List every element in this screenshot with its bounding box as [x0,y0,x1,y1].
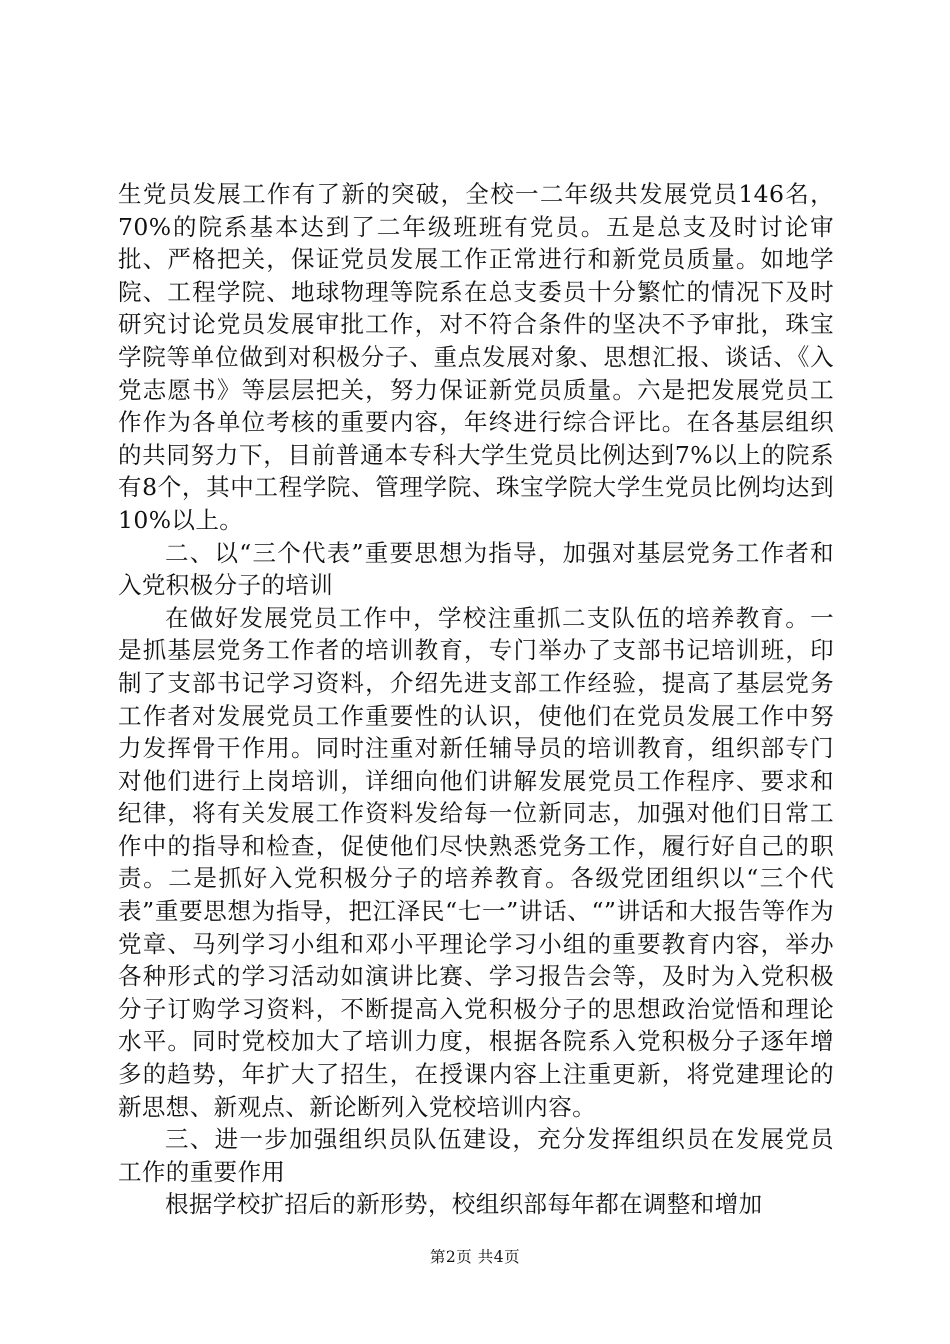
section-heading-3: 三、进一步加强组织员队伍建设，充分发挥组织员在发展党员工作的重要作用 [118,1125,834,1186]
section-heading-2: 二、以“三个代表”重要思想为指导，加强对基层党务工作者和入党积极分子的培训 [118,538,834,600]
paragraph-organizers: 根据学校扩招后的新形势，校组织部每年都在调整和增加 [165,1190,763,1219]
page-footer: 第2页 共4页 [429,1248,521,1266]
paragraph-training: 在做好发展党员工作中，学校注重抓二支队伍的培养教育。一是抓基层党务工作者的培训教育，专门举办了支部书记培训班，印制了支部书记学习资料，介绍先进支部工作经验，提高了基层党务工作者对发展党员工作重要性的认识，使他们在党员发展工作中努力发挥骨干作用。同时注重对新任辅导员的培训教育，组织部专门对他们进行上岗培训，详细向他们讲解发展党员工作程序、要求和纪律，将有关发展工作资料发给每一位新同志，加强对他们日常工作中的指导和检查，促使他们尽快熟悉党务工作，履行好自己的职责。二是抓好入党积极分子的培养教育。各级党团组织以“三个代表”重要思想为指导，把江泽民“七一”讲话、“”讲话和大报告等作为党章、马列学习小组和邓小平理论学习小组的重要教育内容，举办各种形式的学习活动如演讲比赛、学习报告会等，及时为入党积极分子订购学习资料，不断提高入党积极分子的思想政治觉悟和理论水平。同时党校加大了培训力度，根据各院系入党积极分子逐年增多的趋势，年扩大了招生，在授课内容上注重更新，将党建理论的新思想、新观点、新论断列入党校培训内容。 [118,603,834,1121]
document-body [118,178,834,1221]
paragraph-continuation: 生党员发展工作有了新的突破，全校一二年级共发展党员146名，70%的院系基本达到了二年级班班有党员。五是总支及时讨论审批、严格把关，保证党员发展工作正常进行和新党员质量。如地学院、工程学院、地球物理等院系在总支委员十分繁忙的情况下及时研究讨论党员发展审批工作，对不符合条件的坚决不予审批，珠宝学院等单位做到对积极分子、重点发展对象、思想汇报、谈话、《入党志愿书》等层层把关，努力保证新党员质量。六是把发展党员工作作为各单位考核的重要内容，年终进行综合评比。在各基层组织的共同努力下，目前普通本专科大学生党员比例达到7%以上的院系有8个，其中工程学院、管理学院、珠宝学院大学生党员比例均达到10%以上。 [118,180,834,534]
